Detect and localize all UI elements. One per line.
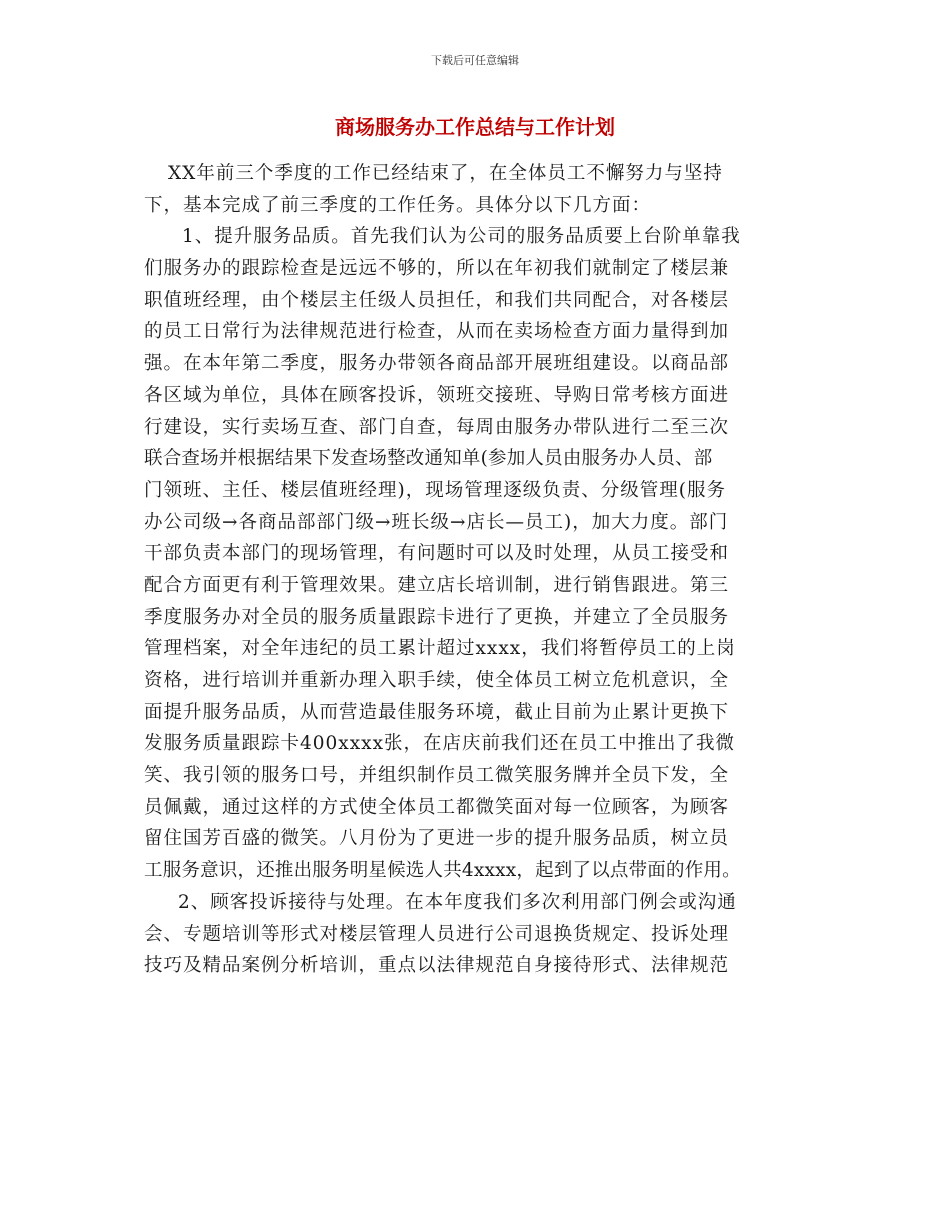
- text-line: 门领班、主任、楼层值班经理)，现场管理逐级负责、分级管理(服务: [144, 479, 726, 501]
- text-line: 1、提升服务品质。首先我们认为公司的服务品质要上台阶单靠我: [182, 226, 741, 248]
- text-line: 的员工日常行为法律规范进行检查，从而在卖场检查方面力量得到加: [144, 321, 730, 343]
- text-line: 职值班经理，由个楼层主任级人员担任，和我们共同配合，对各楼层: [144, 289, 730, 311]
- text-line: 季度服务办对全员的服务质量跟踪卡进行了更换，并建立了全员服务: [144, 606, 730, 628]
- header-note: 下载后可任意编辑: [431, 54, 519, 67]
- text-line: 2、顾客投诉接待与处理。在本年度我们多次利用部门例会或沟通: [178, 891, 737, 913]
- text-line: 们服务办的跟踪检查是远远不够的，所以在年初我们就制定了楼层兼: [144, 258, 730, 280]
- text-line: 办公司级→各商品部部门级→班长级→店长—员工)，加大力度。部门: [144, 511, 729, 533]
- text-line: 配合方面更有利于管理效果。建立店长培训制，进行销售跟进。第三: [144, 574, 730, 596]
- text-line: 发服务质量跟踪卡400xxxx张，在店庆前我们还在员工中推出了我微: [144, 733, 736, 755]
- paragraph-service-quality: [144, 221, 824, 886]
- paragraph-intro: [144, 158, 824, 221]
- text-line: 下，基本完成了前三季度的工作任务。具体分以下几方面：: [144, 194, 652, 216]
- document-body: [144, 158, 824, 982]
- text-line: 强。在本年第二季度，服务办带领各商品部开展班组建设。以商品部: [144, 353, 730, 375]
- text-line: 笑、我引领的服务口号，并组织制作员工微笑服务牌并全员下发，全: [144, 765, 730, 787]
- text-line: 员佩戴，通过这样的方式使全体员工都微笑面对每一位顾客，为顾客: [144, 796, 730, 818]
- text-line: 干部负责本部门的现场管理，有问题时可以及时处理，从员工接受和: [144, 543, 730, 565]
- text-line: 技巧及精品案例分析培训，重点以法律规范自身接待形式、法律规范: [144, 955, 730, 977]
- text-line: 面提升服务品质，从而营造最佳服务环境，截止目前为止累计更换下: [144, 701, 730, 723]
- text-line: 管理档案，对全年违纪的员工累计超过xxxx，我们将暂停员工的上岗: [144, 638, 736, 660]
- text-line: 行建设，实行卖场互查、部门自查，每周由服务办带队进行二至三次: [144, 416, 730, 438]
- paragraph-complaint-handling: [144, 887, 824, 982]
- text-line: 会、专题培训等形式对楼层管理人员进行公司退换货规定、投诉处理: [144, 923, 730, 945]
- text-line: 联合查场并根据结果下发查场整改通知单(参加人员由服务办人员、部: [144, 448, 713, 470]
- document-title: 商场服务办工作总结与工作计划: [335, 115, 615, 139]
- text-line: 各区域为单位，具体在顾客投诉，领班交接班、导购日常考核方面进: [144, 384, 730, 406]
- text-line: XX年前三个季度的工作已经结束了，在全体员工不懈努力与坚持: [168, 163, 723, 184]
- text-line: 资格，进行培训并重新办理入职手续，使全体员工树立危机意识，全: [144, 670, 730, 691]
- text-line: 留住国芳百盛的微笑。八月份为了更进一步的提升服务品质，树立员: [144, 828, 730, 850]
- text-line: 工服务意识，还推出服务明星候选人共4xxxx，起到了以点带面的作用。: [144, 860, 741, 882]
